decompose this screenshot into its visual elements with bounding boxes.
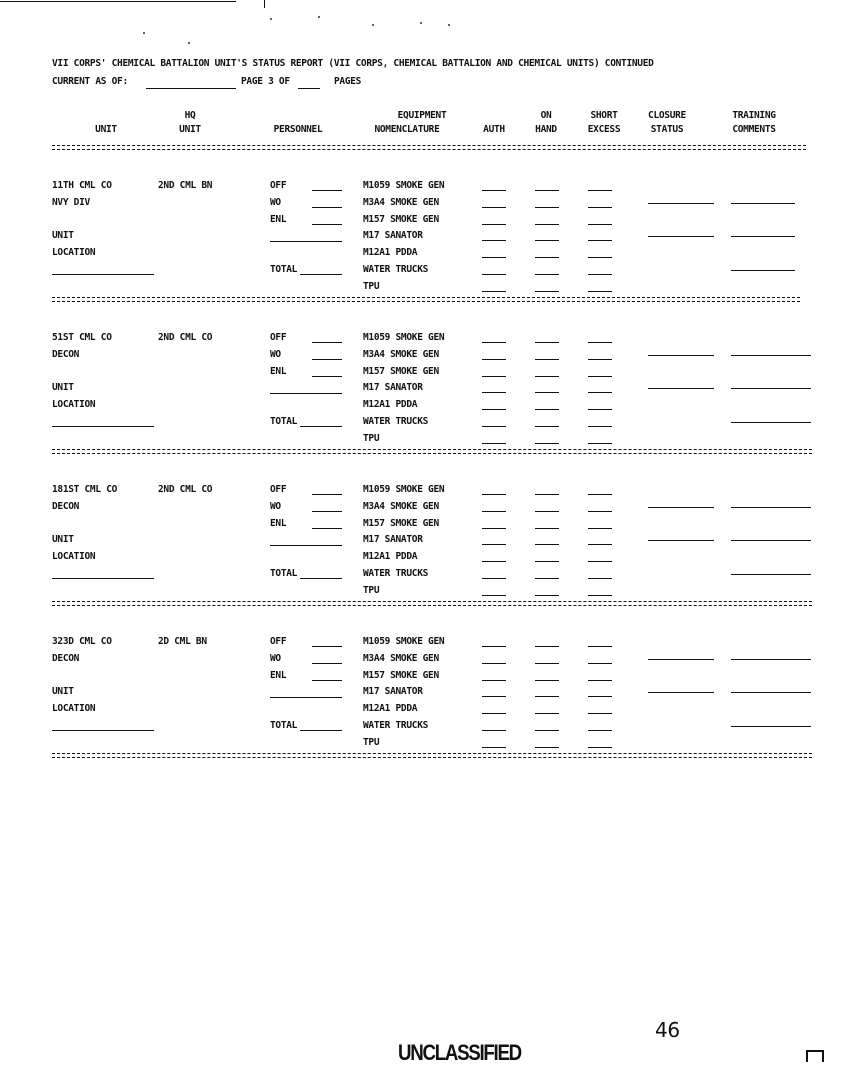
col-closure-header [642,109,692,137]
personnel-wo-label: WO [270,197,281,208]
on-hand-field[interactable] [535,494,559,495]
training-comments-field[interactable] [731,203,795,204]
on-hand-field[interactable] [535,663,559,664]
col-closure-top: CLOSURE [648,110,686,121]
equipment-item: WATER TRUCKS [363,416,429,427]
personnel-enl-field[interactable] [312,528,342,529]
training-comments-field[interactable] [731,507,811,508]
auth-field[interactable] [482,443,506,444]
short-excess-field[interactable] [588,291,612,292]
training-comments-field[interactable] [731,540,811,541]
short-excess-field[interactable] [588,663,612,664]
col-hq-top: HQ [184,110,196,121]
on-hand-field[interactable] [535,291,559,292]
short-excess-field[interactable] [588,392,612,393]
col-training-header [726,109,782,137]
col-auth-label: AUTH [483,124,505,135]
personnel-enl-label: ENL [270,670,287,681]
auth-field[interactable] [482,274,506,275]
current-as-of-blank [146,88,236,89]
short-excess-field[interactable] [588,747,612,748]
auth-field[interactable] [482,511,506,512]
on-hand-field[interactable] [535,528,559,529]
personnel-off-field[interactable] [312,190,342,191]
personnel-total-label: TOTAL [270,264,298,275]
equipment-item: M1059 SMOKE GEN [363,332,445,343]
unit-location-field[interactable] [52,730,154,731]
short-excess-field[interactable] [588,494,612,495]
auth-field[interactable] [482,240,506,241]
unit-location-label-2: LOCATION [52,399,96,410]
on-hand-field[interactable] [535,426,559,427]
auth-field[interactable] [482,257,506,258]
scan-speck [448,24,450,26]
scan-speck [270,18,272,20]
scan-edge-line [264,0,266,8]
unit-location-label-2: LOCATION [52,247,96,258]
col-auth-header [478,123,510,137]
section-divider [52,449,812,454]
closure-status-field[interactable] [648,388,714,389]
col-unit-header [86,123,126,137]
unit-location-field[interactable] [52,274,154,275]
personnel-wo-field[interactable] [312,359,342,360]
equipment-item: WATER TRUCKS [363,264,429,275]
auth-field[interactable] [482,207,506,208]
col-equipment-top: EQUIPMENT [397,110,447,121]
equipment-item: M3A4 SMOKE GEN [363,348,439,360]
closure-status-field[interactable] [648,692,714,693]
personnel-total-field[interactable] [300,578,342,579]
col-equipment-header [362,109,452,137]
scan-speck [420,22,422,24]
current-as-of-label: CURRENT AS OF: [52,76,128,87]
on-hand-field[interactable] [535,342,559,343]
section-divider [52,297,800,302]
auth-field[interactable] [482,747,506,748]
training-comments-field[interactable] [731,574,811,575]
short-excess-field[interactable] [588,257,612,258]
personnel-off-label: OFF [270,484,287,495]
short-excess-field[interactable] [588,190,612,191]
short-excess-field[interactable] [588,207,612,208]
personnel-enl-field[interactable] [312,224,342,225]
on-hand-field[interactable] [535,376,559,377]
short-excess-field[interactable] [588,359,612,360]
personnel-enl-field[interactable] [312,376,342,377]
col-equipment-bottom: NOMENCLATURE [374,124,440,135]
short-excess-field[interactable] [588,240,612,241]
equipment-item: M12A1 PDDA [363,399,418,411]
page-label: PAGE 3 OF [241,76,290,87]
closure-status-field[interactable] [648,540,714,541]
closure-status-field[interactable] [648,355,714,356]
personnel-off-field[interactable] [312,342,342,343]
col-hq-unit-header [170,109,210,137]
short-excess-field[interactable] [588,511,612,512]
short-excess-field[interactable] [588,274,612,275]
personnel-sum-line [270,697,342,698]
auth-field[interactable] [482,224,506,225]
short-excess-field[interactable] [588,561,612,562]
auth-field[interactable] [482,713,506,714]
col-on-hand-top: ON [540,110,552,121]
page-number: 46 [655,1018,680,1042]
col-short-bottom: EXCESS [587,124,621,135]
unit-location-field[interactable] [52,426,154,427]
short-excess-field[interactable] [588,680,612,681]
personnel-enl-field[interactable] [312,680,342,681]
training-comments-field[interactable] [731,422,811,423]
short-excess-field[interactable] [588,578,612,579]
short-excess-field[interactable] [588,544,612,545]
personnel-off-label: OFF [270,636,287,647]
col-closure-bottom: STATUS [650,124,684,135]
on-hand-field[interactable] [535,747,559,748]
on-hand-field[interactable] [535,392,559,393]
auth-field[interactable] [482,544,506,545]
training-comments-field[interactable] [731,692,811,693]
short-excess-field[interactable] [588,224,612,225]
equipment-item: M1059 SMOKE GEN [363,484,445,495]
hq-unit: 2ND CML BN [158,180,213,191]
short-excess-field[interactable] [588,342,612,343]
auth-field[interactable] [482,730,506,731]
header-divider [52,145,806,150]
closure-status-field[interactable] [648,507,714,508]
personnel-enl-label: ENL [270,518,287,529]
personnel-enl-label: ENL [270,214,287,225]
personnel-total-field[interactable] [300,274,342,275]
col-unit-label: UNIT [95,124,117,135]
training-comments-field[interactable] [731,659,811,660]
auth-field[interactable] [482,528,506,529]
equipment-item: TPU [363,584,380,596]
on-hand-field[interactable] [535,274,559,275]
auth-field[interactable] [482,595,506,596]
training-comments-field[interactable] [731,270,795,271]
unit-name: 323D CML CO [52,636,112,647]
equipment-item: WATER TRUCKS [363,568,429,579]
personnel-wo-label: WO [270,501,281,512]
equipment-item: TPU [363,280,380,292]
on-hand-field[interactable] [535,224,559,225]
equipment-item: M3A4 SMOKE GEN [363,652,439,664]
personnel-enl-label: ENL [270,366,287,377]
personnel-wo-field[interactable] [312,511,342,512]
training-comments-field[interactable] [731,355,811,356]
col-on-hand-bottom: HAND [535,124,557,135]
equipment-item: M157 SMOKE GEN [363,669,439,681]
scan-speck [372,24,374,26]
closure-status-field[interactable] [648,203,714,204]
on-hand-field[interactable] [535,409,559,410]
scan-speck [318,16,320,18]
col-hq-bottom: UNIT [179,124,201,135]
closure-status-field[interactable] [648,236,714,237]
personnel-total-field[interactable] [300,426,342,427]
auth-field[interactable] [482,696,506,697]
closure-status-field[interactable] [648,659,714,660]
on-hand-field[interactable] [535,190,559,191]
equipment-item: M157 SMOKE GEN [363,517,439,529]
unit-subname: DECON [52,349,80,360]
personnel-total-label: TOTAL [270,720,298,731]
equipment-item: M1059 SMOKE GEN [363,180,445,191]
auth-field[interactable] [482,409,506,410]
auth-field[interactable] [482,578,506,579]
on-hand-field[interactable] [535,443,559,444]
personnel-off-label: OFF [270,180,287,191]
short-excess-field[interactable] [588,696,612,697]
equipment-item: M12A1 PDDA [363,703,418,715]
auth-field[interactable] [482,426,506,427]
auth-field[interactable] [482,376,506,377]
unit-location-label: UNIT [52,686,74,697]
unit-name: 11TH CML CO [52,180,112,191]
short-excess-field[interactable] [588,376,612,377]
auth-field[interactable] [482,663,506,664]
equipment-item: M17 SANATOR [363,686,423,698]
equipment-item: TPU [363,736,380,748]
section-divider [52,601,812,606]
short-excess-field[interactable] [588,730,612,731]
short-excess-field[interactable] [588,646,612,647]
hq-unit: 2D CML BN [158,636,207,647]
short-excess-field[interactable] [588,713,612,714]
personnel-sum-line [270,241,342,242]
auth-field[interactable] [482,392,506,393]
personnel-total-label: TOTAL [270,568,298,579]
col-personnel-header [268,123,328,137]
on-hand-field[interactable] [535,359,559,360]
equipment-item: M17 SANATOR [363,534,423,546]
col-personnel-label: PERSONNEL [273,124,323,135]
auth-field[interactable] [482,494,506,495]
on-hand-field[interactable] [535,561,559,562]
on-hand-field[interactable] [535,696,559,697]
scan-speck [188,42,190,44]
equipment-item: M3A4 SMOKE GEN [363,500,439,512]
equipment-item: M1059 SMOKE GEN [363,636,445,647]
unit-location-label-2: LOCATION [52,551,96,562]
unit-location-label: UNIT [52,534,74,545]
scan-speck [143,32,145,34]
unit-location-label: UNIT [52,382,74,393]
on-hand-field[interactable] [535,646,559,647]
personnel-wo-field[interactable] [312,207,342,208]
on-hand-field[interactable] [535,544,559,545]
personnel-off-field[interactable] [312,646,342,647]
on-hand-field[interactable] [535,713,559,714]
auth-field[interactable] [482,291,506,292]
short-excess-field[interactable] [588,409,612,410]
report-title: VII CORPS' CHEMICAL BATTALION UNIT'S STATUS REPORT (VII CORPS, CHEMICAL BATTALION AND CHEMICAL UNITS) CONTINUED [52,58,654,69]
equipment-item: M17 SANATOR [363,230,423,242]
on-hand-field[interactable] [535,511,559,512]
training-comments-field[interactable] [731,388,811,389]
short-excess-field[interactable] [588,595,612,596]
unit-name: 181ST CML CO [52,484,118,495]
on-hand-field[interactable] [535,257,559,258]
unit-name: 51ST CML CO [52,332,112,343]
on-hand-field[interactable] [535,207,559,208]
auth-field[interactable] [482,646,506,647]
auth-field[interactable] [482,680,506,681]
col-on-hand-header [530,109,562,137]
auth-field[interactable] [482,561,506,562]
auth-field[interactable] [482,359,506,360]
equipment-item: WATER TRUCKS [363,720,429,731]
personnel-total-field[interactable] [300,730,342,731]
short-excess-field[interactable] [588,528,612,529]
equipment-item: M3A4 SMOKE GEN [363,196,439,208]
hq-unit: 2ND CML CO [158,332,213,343]
unit-subname: NVY DIV [52,197,90,208]
equipment-item: M157 SMOKE GEN [363,213,439,225]
training-comments-field[interactable] [731,236,795,237]
personnel-wo-label: WO [270,349,281,360]
unit-location-label-2: LOCATION [52,703,96,714]
equipment-item: TPU [363,432,380,444]
personnel-off-label: OFF [270,332,287,343]
short-excess-field[interactable] [588,443,612,444]
col-short-top: SHORT [590,110,618,121]
personnel-wo-label: WO [270,653,281,664]
auth-field[interactable] [482,342,506,343]
col-short-excess-header [584,109,624,137]
short-excess-field[interactable] [588,426,612,427]
unit-subname: DECON [52,653,80,664]
personnel-sum-line [270,545,342,546]
col-training-top: TRAINING [732,110,776,121]
on-hand-field[interactable] [535,680,559,681]
personnel-wo-field[interactable] [312,663,342,664]
equipment-item: M12A1 PDDA [363,247,418,259]
personnel-off-field[interactable] [312,494,342,495]
equipment-item: M17 SANATOR [363,382,423,394]
on-hand-field[interactable] [535,730,559,731]
equipment-item: M12A1 PDDA [363,551,418,563]
unit-location-label: UNIT [52,230,74,241]
on-hand-field[interactable] [535,595,559,596]
on-hand-field[interactable] [535,240,559,241]
personnel-total-label: TOTAL [270,416,298,427]
page-count-blank [298,88,320,89]
personnel-sum-line [270,393,342,394]
corner-box-icon [806,1050,824,1062]
pages-label: PAGES [334,76,362,87]
auth-field[interactable] [482,190,506,191]
equipment-item: M157 SMOKE GEN [363,365,439,377]
scan-edge-line [0,1,236,2]
on-hand-field[interactable] [535,578,559,579]
hq-unit: 2ND CML CO [158,484,213,495]
unit-subname: DECON [52,501,80,512]
training-comments-field[interactable] [731,726,811,727]
col-training-bottom: COMMENTS [732,124,776,135]
classification-marking: UNCLASSIFIED [398,1040,521,1065]
section-divider [52,753,812,758]
unit-location-field[interactable] [52,578,154,579]
